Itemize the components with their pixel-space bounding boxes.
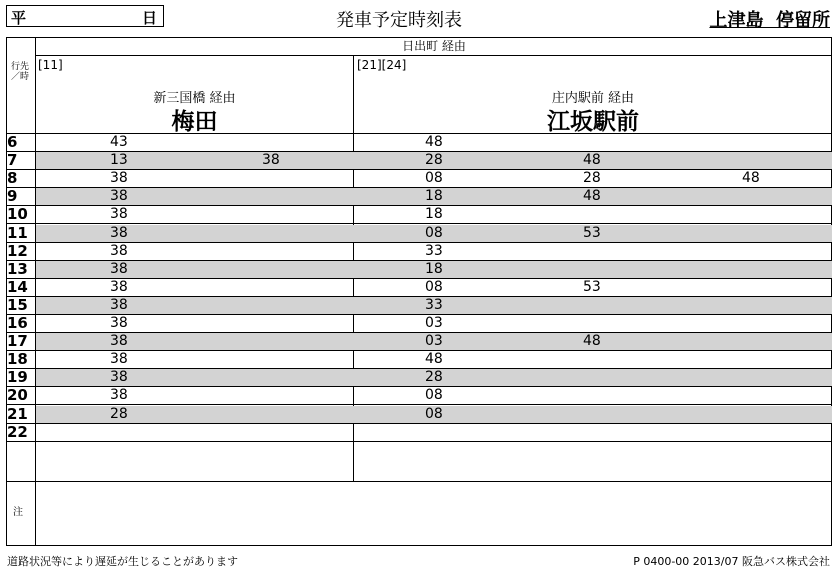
hour-row: [6, 406, 832, 423]
right-minute: 48: [583, 188, 601, 205]
hour-row: [6, 206, 832, 223]
right-minute: 18: [425, 206, 443, 223]
right-minute: 53: [583, 224, 601, 241]
hour-row: [6, 279, 832, 296]
right-route-number: [21][24]: [357, 58, 407, 72]
hour-row: [6, 387, 832, 404]
right-minute: 33: [425, 296, 443, 313]
right-minute: 48: [583, 152, 601, 169]
left-minute: 38: [110, 278, 128, 295]
hour-row: [6, 315, 832, 332]
hour-label: 8: [7, 169, 18, 188]
right-minute: 08: [425, 387, 443, 404]
right-via: 庄内駅前 経由: [551, 91, 635, 106]
row-divider: [6, 441, 832, 442]
left-minute: 38: [110, 296, 128, 313]
footer-note: 道路状況等により遅延が生じることがあります: [7, 555, 238, 568]
right-minute: 03: [425, 333, 443, 350]
left-via: 新三国橋 経由: [153, 91, 236, 106]
left-minute: 38: [110, 369, 128, 386]
via-divider: [36, 55, 832, 56]
hour-row: [6, 134, 832, 151]
left-minute: 38: [110, 206, 128, 223]
hour-row: [6, 424, 832, 441]
right-minute: 48: [583, 333, 601, 350]
hour-label: 10: [7, 205, 28, 224]
stop-name: 上津島 停留所: [709, 10, 830, 31]
right-minute: 08: [425, 224, 443, 241]
via-top: 日出町 経由: [402, 39, 466, 53]
hour-row: [6, 369, 832, 386]
column-label: 行先／時: [10, 62, 29, 82]
right-minute: 48: [742, 170, 760, 187]
left-destination: 梅田: [171, 109, 218, 135]
day-type-char-1: 平: [11, 9, 27, 27]
right-minute: 18: [425, 260, 443, 277]
hour-label: 19: [7, 368, 28, 387]
hour-row: [6, 297, 832, 314]
left-minute: 13: [110, 152, 128, 169]
left-minute: 38: [110, 351, 128, 368]
note-top-line: [6, 481, 832, 482]
page-title: 発車予定時刻表: [336, 10, 462, 31]
left-minute: 38: [110, 387, 128, 404]
hour-row: [6, 170, 832, 187]
note-label: 注: [13, 507, 23, 518]
hour-label: 13: [7, 259, 28, 278]
left-minute: 38: [262, 152, 280, 169]
hour-label: 21: [7, 404, 28, 423]
hour-row: [6, 333, 832, 350]
hour-label: 7: [7, 151, 18, 170]
hour-label: 11: [7, 223, 28, 242]
right-minute: 08: [425, 170, 443, 187]
hour-row: [6, 152, 832, 169]
hour-label: 15: [7, 295, 28, 314]
right-minute: 08: [425, 405, 443, 422]
right-destination: 江坂駅前: [547, 109, 639, 135]
right-minute: 18: [425, 188, 443, 205]
right-minute: 28: [425, 369, 443, 386]
hour-label: 22: [7, 422, 28, 441]
hour-row: [6, 243, 832, 260]
hour-label: 14: [7, 277, 28, 296]
right-minute: 33: [425, 242, 443, 259]
left-minute: 38: [110, 170, 128, 187]
left-route-number: [11]: [38, 58, 63, 72]
hour-label: 16: [7, 314, 28, 332]
day-type-char-2: 日: [141, 9, 157, 27]
left-minute: 38: [110, 224, 128, 241]
hour-row: [6, 261, 832, 278]
hour-label: 12: [7, 241, 28, 260]
left-minute: 38: [110, 315, 128, 331]
hour-row: [6, 188, 832, 205]
day-type-box: [6, 5, 164, 27]
right-minute: 48: [425, 134, 443, 150]
hour-row: [6, 225, 832, 242]
hour-label: 20: [7, 386, 28, 405]
right-minute: 03: [425, 315, 443, 331]
right-minute: 48: [425, 351, 443, 368]
hour-label: 18: [7, 350, 28, 369]
right-minute: 28: [583, 170, 601, 187]
left-minute: 43: [110, 134, 128, 150]
footer-publisher: P 0400-00 2013/07 阪急バス株式会社: [633, 555, 830, 568]
left-minute: 38: [110, 333, 128, 350]
hour-label: 6: [7, 133, 18, 151]
left-minute: 38: [110, 242, 128, 259]
right-minute: 28: [425, 152, 443, 169]
right-minute: 53: [583, 278, 601, 295]
left-minute: 38: [110, 188, 128, 205]
left-minute: 38: [110, 260, 128, 277]
right-minute: 08: [425, 278, 443, 295]
hour-label: 9: [7, 187, 18, 206]
hour-row: [6, 351, 832, 368]
left-minute: 28: [110, 405, 128, 422]
hour-label: 17: [7, 332, 28, 351]
